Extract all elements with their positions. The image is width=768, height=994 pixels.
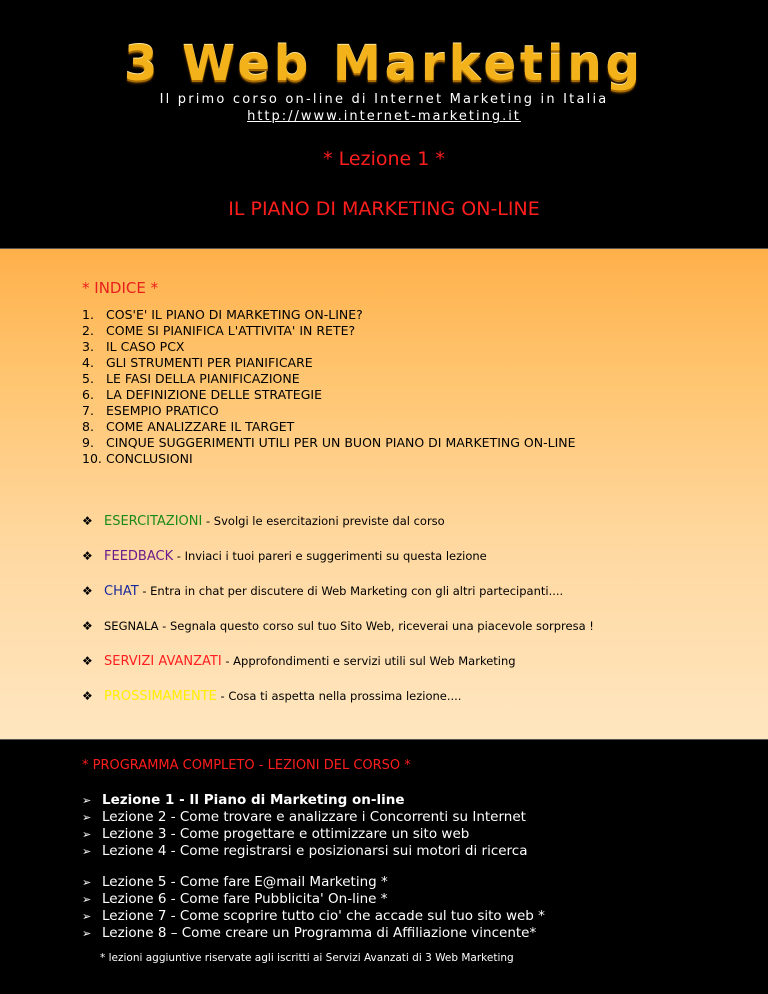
footnote: * lezioni aggiuntive riservate agli iscritti ai Servizi Avanzati di 3 Web Marketing bbox=[100, 952, 514, 964]
program-title: * PROGRAMMA COMPLETO - LEZIONI DEL CORSO * bbox=[82, 758, 411, 773]
toc-label: GLI STRUMENTI PER PIANIFICARE bbox=[106, 355, 313, 370]
section-desc: - Approfondimenti e servizi utili sul Web Marketing bbox=[221, 654, 516, 668]
lesson-list bbox=[82, 792, 545, 942]
lesson-item[interactable] bbox=[82, 826, 545, 843]
lesson-label: Lezione 8 – Come creare un Programma di Affiliazione vincente* bbox=[102, 925, 537, 941]
section-key[interactable]: ESERCITAZIONI bbox=[104, 514, 203, 529]
section-link-feedback bbox=[82, 548, 594, 583]
diamond-bullet-icon: ❖ bbox=[82, 654, 93, 668]
diamond-bullet-icon: ❖ bbox=[82, 549, 93, 563]
lesson-item[interactable] bbox=[82, 908, 545, 925]
table-of-contents bbox=[82, 307, 576, 467]
diamond-bullet-icon: ❖ bbox=[82, 689, 93, 703]
toc-item[interactable] bbox=[82, 339, 576, 355]
section-desc: - Entra in chat per discutere di Web Marketing con gli altri partecipanti.... bbox=[138, 584, 564, 598]
section-link-esercitazioni bbox=[82, 513, 594, 548]
index-title: * INDICE * bbox=[82, 279, 159, 297]
section-link-segnala bbox=[82, 618, 594, 653]
diamond-bullet-icon: ❖ bbox=[82, 514, 93, 528]
lesson-label: Lezione 5 - Come fare E@mail Marketing * bbox=[102, 874, 388, 890]
arrow-bullet-icon: ➢ bbox=[82, 927, 92, 940]
arrow-bullet-icon: ➢ bbox=[82, 910, 92, 923]
section-desc: - Inviaci i tuoi pareri e suggerimenti su questa lezione bbox=[173, 549, 487, 563]
toc-item[interactable] bbox=[82, 307, 576, 323]
section-key[interactable]: FEEDBACK bbox=[104, 549, 174, 564]
toc-label: CONCLUSIONI bbox=[106, 451, 193, 466]
toc-number: 3. bbox=[82, 339, 94, 354]
lesson-item[interactable] bbox=[82, 792, 545, 809]
toc-label: CINQUE SUGGERIMENTI UTILI PER UN BUON PIANO DI MARKETING ON-LINE bbox=[106, 435, 576, 450]
toc-number: 4. bbox=[82, 355, 94, 370]
lesson-item[interactable] bbox=[82, 874, 545, 891]
section-links bbox=[82, 513, 594, 723]
toc-number: 5. bbox=[82, 371, 94, 386]
lesson-label: Lezione 6 - Come fare Pubblicita' On-line * bbox=[102, 891, 388, 907]
section-key[interactable]: SERVIZI AVANZATI bbox=[104, 654, 222, 669]
lesson-label: Lezione 7 - Come scoprire tutto cio' che accade sul tuo sito web * bbox=[102, 908, 545, 924]
toc-item[interactable] bbox=[82, 387, 576, 403]
lesson-label: Lezione 3 - Come progettare e ottimizzare un sito web bbox=[102, 826, 470, 842]
toc-label: IL CASO PCX bbox=[106, 339, 185, 354]
toc-label: LE FASI DELLA PIANIFICAZIONE bbox=[106, 371, 300, 386]
toc-number: 2. bbox=[82, 323, 94, 338]
index-box bbox=[0, 248, 768, 740]
toc-item[interactable] bbox=[82, 371, 576, 387]
lesson-item[interactable] bbox=[82, 809, 545, 826]
toc-item[interactable] bbox=[82, 419, 576, 435]
toc-number: 8. bbox=[82, 419, 94, 434]
lesson-item[interactable] bbox=[82, 843, 545, 860]
lesson-label: Lezione 1 - Il Piano di Marketing on-line bbox=[102, 792, 405, 808]
arrow-bullet-icon: ➢ bbox=[82, 811, 92, 824]
lesson-number: * Lezione 1 * bbox=[323, 148, 445, 170]
toc-item[interactable] bbox=[82, 451, 576, 467]
toc-item[interactable] bbox=[82, 355, 576, 371]
toc-item[interactable] bbox=[82, 403, 576, 419]
section-desc: - Cosa ti aspetta nella prossima lezione.... bbox=[216, 689, 462, 703]
tagline: Il primo corso on-line di Internet Marketing in Italia bbox=[159, 92, 609, 107]
section-key[interactable]: PROSSIMAMENTE bbox=[104, 689, 217, 704]
lesson-label: Lezione 4 - Come registrarsi e posizionarsi sui motori di ricerca bbox=[102, 843, 528, 859]
toc-item[interactable] bbox=[82, 435, 576, 451]
toc-label: ESEMPIO PRATICO bbox=[106, 403, 219, 418]
toc-label: COS'E' IL PIANO DI MARKETING ON-LINE? bbox=[106, 307, 363, 322]
toc-number: 7. bbox=[82, 403, 94, 418]
toc-item[interactable] bbox=[82, 323, 576, 339]
diamond-bullet-icon: ❖ bbox=[82, 619, 93, 633]
section-key[interactable]: SEGNALA bbox=[104, 619, 159, 633]
page-title: IL PIANO DI MARKETING ON-LINE bbox=[228, 198, 540, 220]
diamond-bullet-icon: ❖ bbox=[82, 584, 93, 598]
lesson-item[interactable] bbox=[82, 891, 545, 908]
toc-number: 6. bbox=[82, 387, 94, 402]
arrow-bullet-icon: ➢ bbox=[82, 828, 92, 841]
section-key[interactable]: CHAT bbox=[104, 584, 139, 599]
logo: 3 Web Marketing bbox=[124, 36, 644, 92]
section-link-chat bbox=[82, 583, 594, 618]
arrow-bullet-icon: ➢ bbox=[82, 794, 92, 807]
section-desc: - Segnala questo corso sul tuo Sito Web, riceverai una piacevole sorpresa ! bbox=[158, 619, 594, 633]
arrow-bullet-icon: ➢ bbox=[82, 845, 92, 858]
section-link-prossimamente bbox=[82, 688, 594, 723]
toc-label: COME ANALIZZARE IL TARGET bbox=[106, 419, 295, 434]
toc-label: COME SI PIANIFICA L'ATTIVITA' IN RETE? bbox=[106, 323, 356, 338]
lesson-label: Lezione 2 - Come trovare e analizzare i Concorrenti su Internet bbox=[102, 809, 526, 825]
toc-number: 1. bbox=[82, 307, 94, 322]
header bbox=[0, 0, 768, 248]
toc-number: 9. bbox=[82, 435, 94, 450]
toc-number: 10. bbox=[82, 451, 102, 466]
section-desc: - Svolgi le esercitazioni previste dal corso bbox=[202, 514, 445, 528]
toc-label: LA DEFINIZIONE DELLE STRATEGIE bbox=[106, 387, 322, 402]
arrow-bullet-icon: ➢ bbox=[82, 893, 92, 906]
section-link-servizi-avanzati bbox=[82, 653, 594, 688]
lesson-item[interactable] bbox=[82, 925, 545, 942]
arrow-bullet-icon: ➢ bbox=[82, 876, 92, 889]
site-link[interactable]: http://www.internet-marketing.it bbox=[247, 109, 521, 124]
